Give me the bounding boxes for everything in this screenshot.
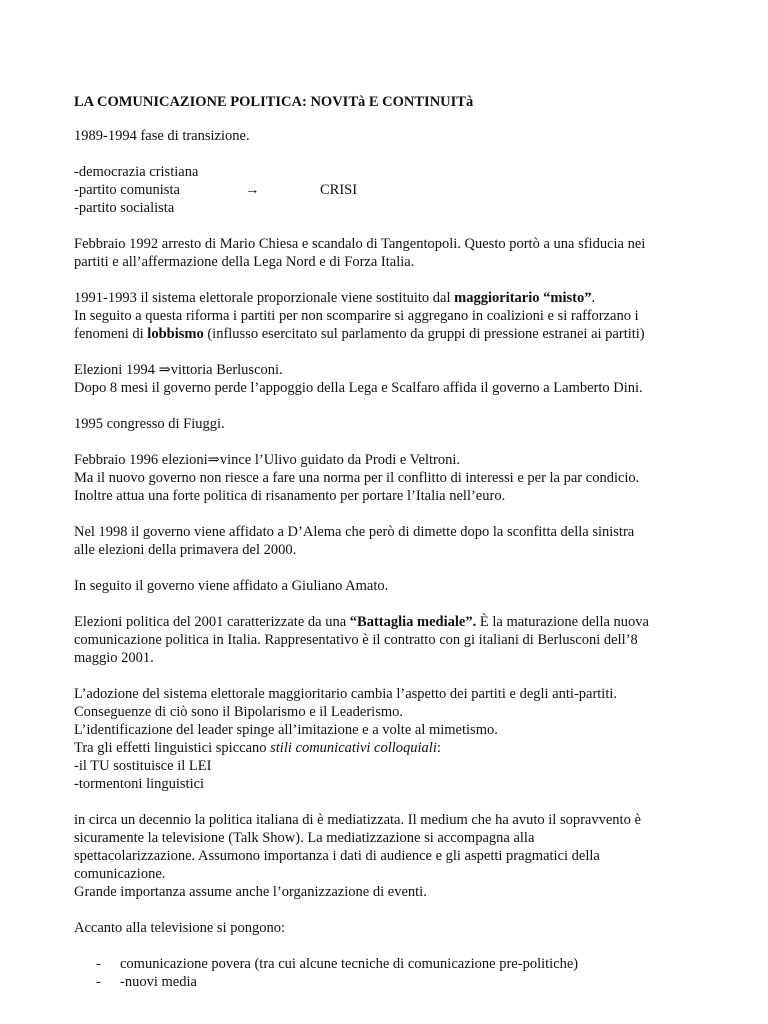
text-line: maggio 2001.	[74, 650, 154, 666]
text-line: Febbraio 1996 elezioni⇒vince l’Ulivo guidato da Prodi e Veltroni.	[74, 452, 460, 468]
arrow-right-icon: →	[245, 182, 260, 198]
text-line	[74, 325, 724, 343]
text-line: alle elezioni della primavera del 2000.	[74, 542, 297, 558]
text-line	[74, 289, 724, 307]
text-line: Inoltre attua una forte politica di risanamento per portare l’Italia nell’euro.	[74, 488, 506, 504]
text-line: L’identificazione del leader spinge all’imitazione e a volte al mimetismo.	[74, 722, 498, 738]
paragraph-amato: In seguito il governo viene affidato a Giuliano Amato.	[74, 578, 389, 594]
text-line: -tormentoni linguistici	[74, 776, 205, 792]
crisi-label: CRISI	[320, 182, 358, 198]
text-line: Dopo 8 mesi il governo perde l’appoggio della Lega e Scalfaro affida il governo a Lamberto Dini.	[74, 380, 643, 396]
paragraph-1991	[74, 289, 724, 343]
text-line: in circa un decennio la politica italiana di è mediatizzata. Il medium che ha avuto il sopravvento è	[74, 812, 641, 828]
list-dash: -	[96, 956, 101, 972]
paragraph-1998	[74, 523, 724, 559]
text-run: (influsso esercitato sul parlamento da gruppi di pressione estranei ai partiti)	[203, 326, 645, 342]
bold-term: maggioritario “misto”	[454, 290, 592, 306]
text-run: .	[591, 290, 596, 306]
paragraph-2001	[74, 613, 724, 667]
text-line: Ma il nuovo governo non riesce a fare una norma per il conflitto di interessi e per la par condicio.	[74, 470, 640, 486]
text-line: comunicazione.	[74, 866, 166, 882]
text-line: Elezioni 1994 ⇒vittoria Berlusconi.	[74, 362, 283, 378]
text-line	[74, 739, 724, 757]
paragraph-1995: 1995 congresso di Fiuggi.	[74, 416, 225, 432]
text-run: :	[436, 740, 441, 756]
text-line	[74, 613, 724, 631]
party-ps: -partito socialista	[74, 200, 175, 216]
party-dc: -democrazia cristiana	[74, 164, 199, 180]
party-pc: -partito comunista	[74, 182, 180, 198]
text-line: Nel 1998 il governo viene affidato a D’Alema che però di dimette dopo la sconfitta della sinistra	[74, 524, 635, 540]
text-run: È la maturazione della nuova	[476, 614, 649, 630]
text-line: sicuramente la televisione (Talk Show). La mediatizzazione si accompagna alla	[74, 830, 535, 846]
list-item-text: -nuovi media	[120, 974, 197, 990]
party-pc-row	[74, 181, 724, 199]
paragraph-1996	[74, 451, 724, 505]
paragraph-decennio	[74, 811, 724, 901]
text-line: partiti e all’affermazione della Lega Nord e di Forza Italia.	[74, 254, 415, 270]
paragraph-accanto: Accanto alla televisione si pongono:	[74, 920, 286, 936]
text-line: Febbraio 1992 arresto di Mario Chiesa e scandalo di Tangentopoli. Questo portò a una sfiducia nei	[74, 236, 646, 252]
list-dash: -	[96, 974, 101, 990]
list-item-text: comunicazione povera (tra cui alcune tecniche di comunicazione pre-politiche)	[120, 956, 579, 972]
paragraph-1992	[74, 235, 724, 271]
italic-term: stili comunicativi colloquiali	[270, 740, 437, 756]
paragraph-1994	[74, 361, 724, 397]
text-run: Elezioni politica del 2001 caratterizzate da una	[74, 614, 350, 630]
bold-term: lobbismo	[147, 326, 204, 342]
text-line: Conseguenze di ciò sono il Bipolarismo e il Leaderismo.	[74, 704, 404, 720]
parties-block	[74, 163, 724, 217]
media-list	[74, 955, 724, 991]
document-page	[74, 93, 724, 991]
text-line: L’adozione del sistema elettorale maggioritario cambia l’aspetto dei partiti e degli anti-partiti.	[74, 686, 618, 702]
text-line: In seguito a questa riforma i partiti per non scomparire si aggregano in coalizioni e si rafforzano i	[74, 308, 639, 324]
transition-paragraph: 1989-1994 fase di transizione.	[74, 128, 250, 144]
list-item	[74, 973, 724, 991]
text-line: comunicazione politica in Italia. Rappresentativo è il contratto con gi italiani di Berlusconi dell’8	[74, 632, 638, 648]
text-line: Grande importanza assume anche l’organizzazione di eventi.	[74, 884, 427, 900]
paragraph-adozione	[74, 685, 724, 793]
text-line: -il TU sostituisce il LEI	[74, 758, 212, 774]
text-line: spettacolarizzazione. Assumono importanza i dati di audience e gli aspetti pragmatici della	[74, 848, 600, 864]
text-run: fenomeni di	[74, 326, 148, 342]
document-title: LA COMUNICAZIONE POLITICA: NOVITà E CONTINUITà	[74, 94, 474, 110]
list-item	[74, 955, 724, 973]
text-run: Tra gli effetti linguistici spiccano	[74, 740, 271, 756]
bold-term: “Battaglia mediale”.	[349, 614, 477, 630]
text-run: 1991-1993 il sistema elettorale proporzionale viene sostituito dal	[74, 290, 455, 306]
